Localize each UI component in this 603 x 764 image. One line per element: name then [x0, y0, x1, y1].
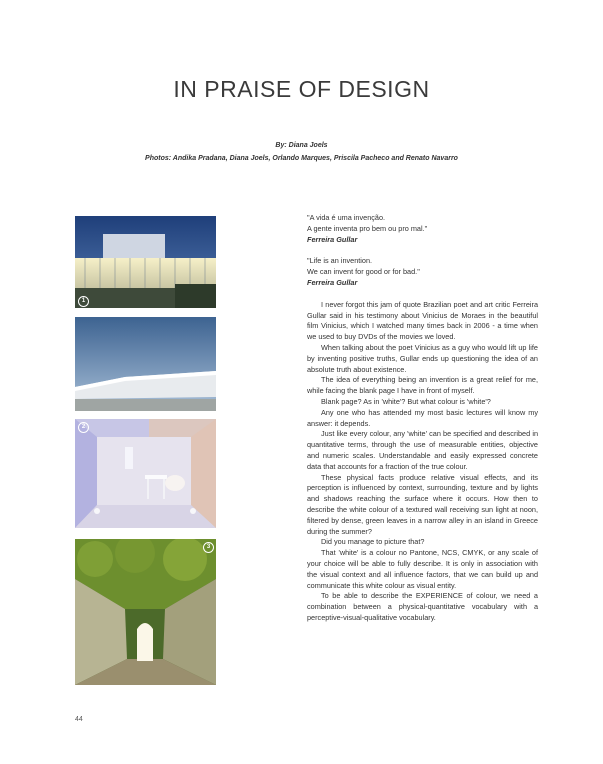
quote-line: We can invent for good or for bad."	[307, 267, 420, 277]
body-paragraph: Blank page? As in 'white'? But what colour is 'white'?	[321, 396, 491, 406]
quote-author: Ferreira Gullar	[307, 234, 358, 244]
body-paragraph: These physical facts produce relative visual effects, and its perception is influenced by context, surrounding, texture and by lights and shadows reaching the surface where it occurs. How then to describe the white colour of a textured wall receiving sun light at noon, filtered by dense, green leaves in a narrow alley in an island in Greece during the summer?	[307, 472, 538, 536]
photo-number-badge: 1	[78, 296, 89, 307]
glass-building-photo	[75, 216, 216, 308]
body-paragraph: When talking about the poet Vinicius as a guy who would lift up life by inventing positive truths, Gullar ends up questioning the idea of an absolute truth about existence.	[307, 342, 538, 374]
quote-line: "A vida é uma invenção.	[307, 213, 386, 222]
quote-english	[307, 256, 538, 288]
body-paragraph: To be able to describe the EXPERIENCE of colour, we need a combination between a physical-quantitative vocabulary with a perceptive-visual-qualitative vocabulary.	[307, 591, 538, 622]
quote-line: "Life is an invention.	[307, 256, 373, 266]
body-paragraph: That 'white' is a colour no Pantone, NCS, CMYK, or any scale of your choice will be able to fully describe. It is only in association with the visual context and all influence factors, that we can build up and communicate this white colour as visual entity.	[307, 548, 538, 590]
white-room-photo	[75, 419, 216, 528]
body-paragraph: Just like every colour, any 'white' can be specified and described in quantitative terms, through the use of measurable entities, objective and numeric scales. Understandable and easily expressed concrete data that accounts for a fraction of the true colour.	[307, 429, 538, 471]
photo-credits: Photos: Andika Pradana, Diana Joels, Orlando Marques, Priscila Pacheco and Renato Navarro	[145, 155, 458, 162]
body-paragraph: Did you manage to picture that?	[321, 537, 425, 547]
quote-line: A gente inventa pro bem ou pro mal."	[307, 223, 428, 233]
body-paragraph: Any one who has attended my most basic lectures will know my answer: it depends.	[307, 407, 538, 428]
article-body	[307, 213, 538, 624]
green-alley-photo	[75, 539, 216, 685]
white-building-photo	[75, 317, 216, 411]
article-byline: By: Diana Joels	[275, 142, 328, 149]
photo-number-badge: 3	[203, 542, 214, 553]
quote-author: Ferreira Gullar	[307, 277, 358, 287]
quote-portuguese	[307, 213, 538, 245]
page-number: 44	[75, 716, 83, 723]
photo-number-badge: 2	[78, 422, 89, 433]
body-paragraph: The idea of everything being an invention is a great relief for me, while facing the blank page I have in front of myself.	[307, 375, 538, 396]
article-title: IN PRAISE OF DESIGN	[173, 76, 430, 102]
body-paragraph: I never forgot this jam of quote Brazilian poet and art critic Ferreira Gullar said in his testimony about Vinicius de Moraes in the beautiful film Vinicius, which I watched many times back in 2006 - a time when we used to buy DVDs of the movies we loved.	[307, 299, 538, 342]
